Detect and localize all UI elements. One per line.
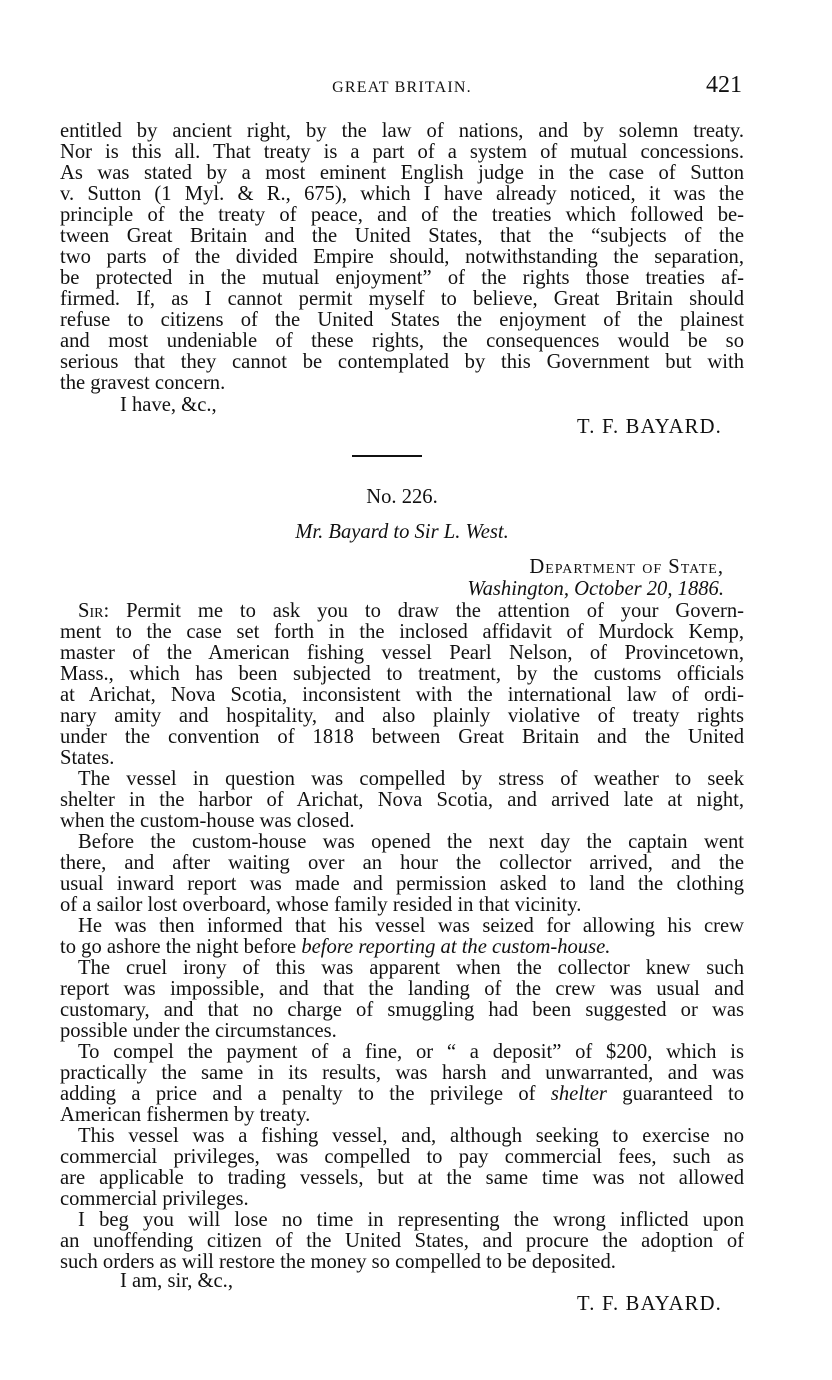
text-line: To compel the payment of a fine, or “ a deposit” of $200, which is (78, 1041, 744, 1063)
text-line: such orders as will restore the money so compelled to be deposited. (60, 1251, 616, 1273)
signature: T. F. BAYARD. (577, 1293, 722, 1315)
text-line: two parts of the divided Empire should, notwithstanding the separation, (60, 246, 744, 268)
paragraph-text: adding a price and a penalty to the privilege of (60, 1083, 551, 1105)
text-line: possible under the circumstances. (60, 1020, 337, 1042)
italic-phrase: before reporting at the custom-house. (301, 936, 611, 958)
department-line: Department of State, (529, 556, 724, 578)
text-line: under the convention of 1818 between Great Britain and the United (60, 726, 744, 748)
closing-line: I am, sir, &c., (120, 1270, 233, 1292)
text-line: firmed. If, as I cannot permit myself to believe, Great Britain should (60, 288, 744, 310)
text-line: be protected in the mutual enjoyment” of the rights those treaties af- (60, 267, 744, 289)
text-line: refuse to citizens of the United States the enjoyment of the plainest (60, 309, 744, 331)
text-line: there, and after waiting over an hour the collector arrived, and the (60, 852, 744, 874)
section-divider (352, 455, 422, 457)
text-line: at Arichat, Nova Scotia, inconsistent with the international law of ordi- (60, 684, 744, 706)
paragraph-text: to go ashore the night before (60, 936, 302, 958)
text-line: nary amity and hospitality, and also plainly violative of treaty rights (60, 705, 744, 727)
text-line: tween Great Britain and the United States, that the “subjects of the (60, 225, 744, 247)
salutation: Sir: (78, 600, 110, 622)
text-line: report was impossible, and that the landing of the crew was usual and (60, 978, 744, 1000)
text-line (60, 601, 744, 622)
paragraph-text: guaranteed to (606, 1083, 744, 1105)
text-line: I beg you will lose no time in representing the wrong inflicted upon (78, 1209, 744, 1231)
text-line: v. Sutton (1 Myl. & R., 675), which I have already noticed, it was the (60, 183, 744, 205)
text-line: Nor is this all. That treaty is a part of a system of mutual concessions. (60, 141, 744, 163)
text-line: and most undeniable of these rights, the consequences would be so (60, 330, 744, 352)
document-page (60, 0, 744, 1380)
text-line: usual inward report was made and permission asked to land the clothing (60, 873, 744, 895)
text-line: He was then informed that his vessel was seized for allowing his crew (78, 915, 744, 937)
text-line: serious that they cannot be contemplated by this Government but with (60, 351, 744, 373)
text-line: Before the custom-house was opened the next day the captain went (78, 831, 744, 853)
page-header (60, 72, 744, 102)
dateline: Washington, October 20, 1886. (467, 578, 724, 600)
text-line: an unoffending citizen of the United States, and procure the adoption of (60, 1230, 744, 1252)
text-line: The cruel irony of this was apparent when the collector knew such (78, 957, 744, 979)
text-line: States. (60, 747, 115, 769)
text-line: ment to the case set forth in the inclosed affidavit of Murdock Kemp, (60, 621, 744, 643)
running-head: GREAT BRITAIN. (332, 79, 472, 96)
text-line: Mass., which has been subjected to treatment, by the customs officials (60, 663, 744, 685)
text-line: master of the American fishing vessel Pearl Nelson, of Provincetown, (60, 642, 744, 664)
text-line (60, 1084, 744, 1105)
text-line: shelter in the harbor of Arichat, Nova Scotia, and arrived late at night, (60, 789, 744, 811)
text-line: The vessel in question was compelled by stress of weather to seek (78, 768, 744, 790)
closing-line: I have, &c., (120, 394, 217, 416)
page-number: 421 (706, 72, 742, 98)
text-line: are applicable to trading vessels, but at the same time was not allowed (60, 1167, 744, 1189)
signature: T. F. BAYARD. (577, 416, 722, 438)
text-line: American fishermen by treaty. (60, 1104, 311, 1126)
text-line: commercial privileges, was compelled to pay commercial fees, such as (60, 1146, 744, 1168)
letter-title: Mr. Bayard to Sir L. West. (295, 521, 509, 543)
text-line: the gravest concern. (60, 372, 226, 394)
text-line (60, 937, 744, 958)
text-line: when the custom-house was closed. (60, 810, 355, 832)
text-line: As was stated by a most eminent English judge in the case of Sutton (60, 162, 744, 184)
text-line: customary, and that no charge of smuggling had been suggested or was (60, 999, 744, 1021)
text-line: of a sailor lost overboard, whose family resided in that vicinity. (60, 894, 582, 916)
text-line: practically the same in its results, was harsh and unwarranted, and was (60, 1062, 744, 1084)
text-line: This vessel was a fishing vessel, and, although seeking to exercise no (78, 1125, 744, 1147)
paragraph-text: Permit me to ask you to draw the attention of your Govern- (126, 600, 744, 622)
italic-word: shelter (550, 1083, 607, 1105)
text-line: commercial privileges. (60, 1188, 249, 1210)
text-line: entitled by ancient right, by the law of nations, and by solemn treaty. (60, 120, 744, 142)
text-line: principle of the treaty of peace, and of the treaties which followed be- (60, 204, 744, 226)
document-number: No. 226. (366, 486, 438, 508)
